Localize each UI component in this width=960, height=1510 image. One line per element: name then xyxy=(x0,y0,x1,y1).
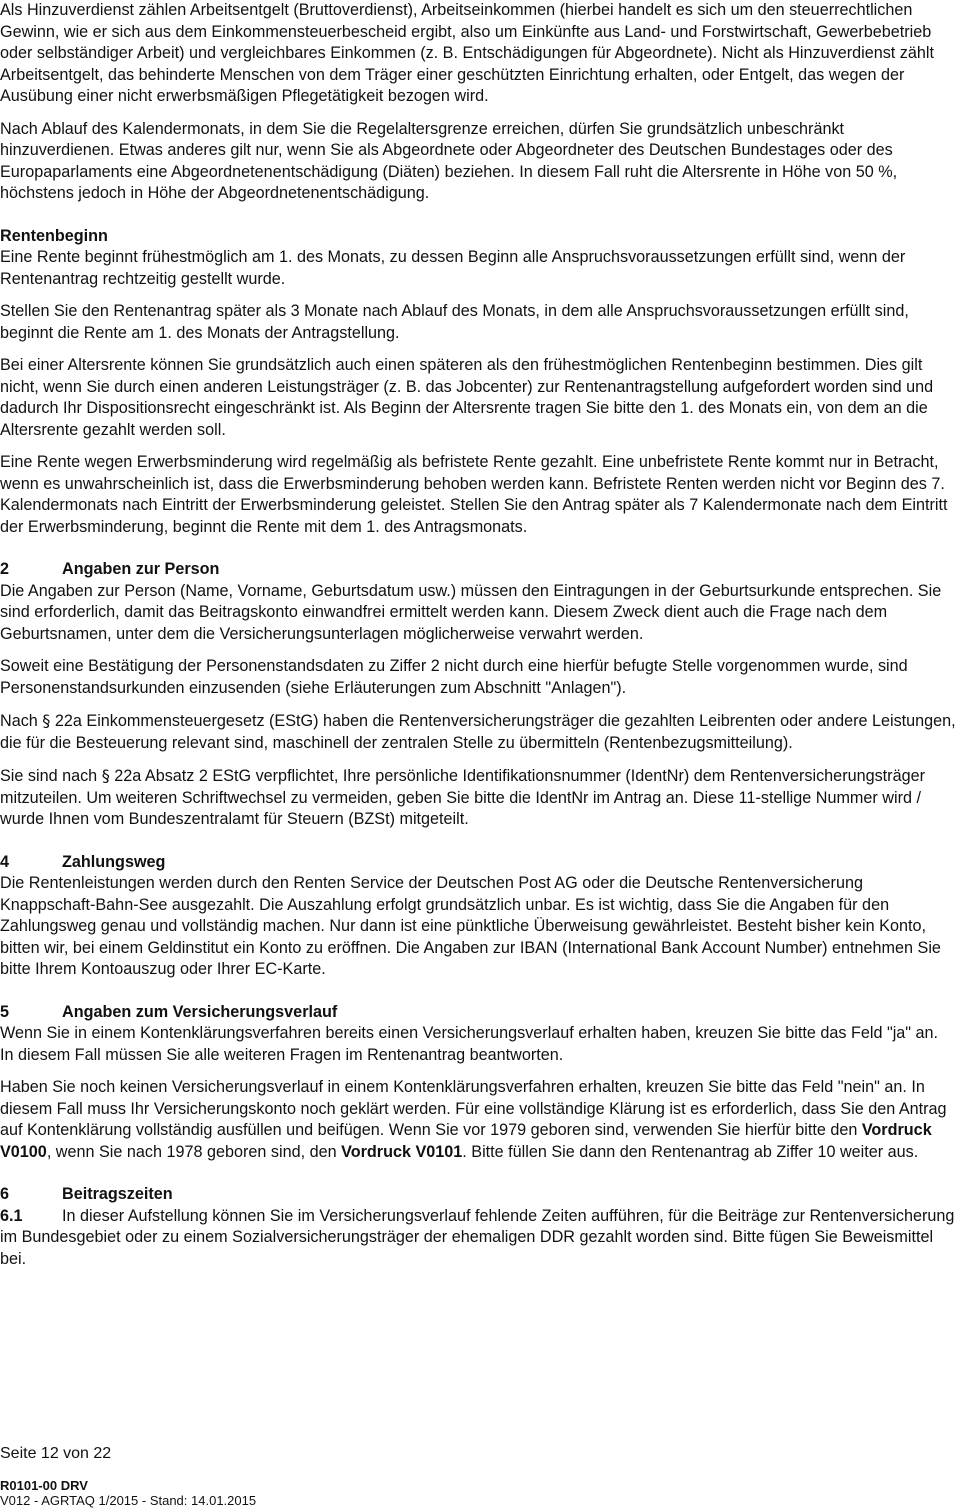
form-v0101-label: Vordruck V0101 xyxy=(341,1142,463,1161)
section-2-title: Angaben zur Person xyxy=(62,560,220,578)
section-5-p2-part-b: , wenn Sie nach 1978 geboren sind, den xyxy=(46,1142,337,1161)
section-6-number: 6 xyxy=(0,1185,10,1203)
intro-paragraph-1: Als Hinzuverdienst zählen Arbeitsentgelt (Bruttoverdienst), Arbeitseinkommen (hierbei handelt es sich um den steuerrechtlichen Gewinn, wie er sich aus dem Einkommensteuerbescheid ergibt, also um Einkünfte aus Land- und Forstwirtschaft, Gewerbebetrieb oder selbständiger Arbeit) und vergleichbares Einkommen (z. B. Entschädigungen für Abgeordnete). Nicht als Hinzuverdienst zählt Arbeitsentgelt, das behinderte Menschen von dem Träger einer geschützten Einrichtung erhalten, oder Entgelt, das wegen der Ausübung einer nicht erwerbsmäßigen Pflegetätigkeit bezogen wird. xyxy=(0,1,934,105)
paragraph-sign: § xyxy=(101,766,110,785)
rentenbeginn-paragraph-2: Stellen Sie den Rentenantrag später als 3 Monate nach Ablauf des Monats, in dem alle Anspruchsvoraussetzungen erfüllt sind, beginnt die Rente am 1. des Monats der Antragstellung. xyxy=(0,302,909,342)
form-v0100-label: Vordruck V0100 xyxy=(0,1121,932,1161)
rentenbeginn-heading: Rentenbeginn xyxy=(0,226,108,245)
section-4-heading xyxy=(0,852,956,874)
section-2-heading xyxy=(0,559,956,581)
rentenbeginn-paragraph-4: Eine Rente wegen Erwerbsminderung wird regelmäßig als befristete Rente gezahlt. Eine unbefristete Rente kommt nur in Betracht, wenn es unwahrscheinlich ist, dass die Erwerbsminderung behoben werden kann. Befristete Renten werden nicht vor Beginn des 7. Kalendermonats nach Eintritt der Erwerbsminderung geleistet. Stellen Sie den Antrag später als 7 Kalendermonate nach dem Eintritt der Erwerbsminderung, beginnt die Rente mit dem 1. des Antragsmonats. xyxy=(0,453,948,536)
section-4-number: 4 xyxy=(0,852,10,871)
section-6-1-paragraph xyxy=(0,1206,956,1271)
page-footer xyxy=(0,1444,400,1464)
section-5-paragraph-2 xyxy=(0,1077,956,1163)
version-line: V012 - AGRTAQ 1/2015 - Stand: 14.01.2015 xyxy=(0,1493,257,1508)
page-number: Seite 12 von 22 xyxy=(0,1445,112,1462)
paragraph-sign: § xyxy=(42,711,51,730)
rentenbeginn-paragraph-1: Eine Rente beginnt frühestmöglich am 1. des Monats, zu dessen Beginn alle Anspruchsvoraussetzungen erfüllt sind, wenn der Rentenantrag rechtzeitig gestellt wurde. xyxy=(0,248,906,288)
section-2-paragraph-3 xyxy=(0,710,956,754)
form-code-block xyxy=(0,1478,500,1508)
form-code: R0101-00 DRV xyxy=(0,1478,88,1493)
section-6-1-number: 6.1 xyxy=(0,1206,23,1225)
section-6-1-text: In dieser Aufstellung können Sie im Versicherungsverlauf fehlende Zeiten aufführen, für die Beiträge zur Rentenversicherung im Bundesgebiet oder zu einem Sozialversicherungsträger der ehemaligen DDR gezahlt worden sind. Bitte fügen Sie Beweismittel bei. xyxy=(0,1206,955,1268)
intro-paragraph-2: Nach Ablauf des Kalendermonats, in dem Sie die Regelaltersgrenze erreichen, dürfen Sie grundsätzlich unbeschränkt hinzuverdienen. Etwas anderes gilt nur, wenn Sie als Abgeordnete oder Abgeordneter des Deutschen Bundestages oder des Europaparlaments eine Abgeordnetenentschädigung (Diäten) beziehen. In diesem Fall ruht die Altersrente in Höhe von 50 %, höchstens jedoch in Höhe der Abgeordnetenentschädigung. xyxy=(0,119,898,202)
section-2-paragraph-2: Soweit eine Bestätigung der Personenstandsdaten zu Ziffer 2 nicht durch eine hierfür befugte Stelle vorgenommen wurde, sind Personenstandsurkunden einzusenden (siehe Erläuterungen zum Abschnitt "Anlagen"). xyxy=(0,657,908,697)
section-5-p2-part-a: Haben Sie noch keinen Versicherungsverlauf in einem Kontenklärungsverfahren erhalten, kreuzen Sie bitte das Feld "nein" an. In diesem Fall muss Ihr Versicherungskonto noch geklärt werden. Für eine vollständige Klärung ist es erforderlich, dass Sie den Antrag auf Kontenklärung vollständig ausfüllen und beifügen. Wenn Sie vor 1979 geboren sind, verwenden Sie hierfür bitte den xyxy=(0,1078,947,1139)
section-5-p2-part-c: . Bitte füllen Sie dann den Rentenantrag ab Ziffer 10 weiter aus. xyxy=(462,1142,919,1161)
section-6-heading xyxy=(0,1184,956,1206)
section-6-title: Beitragszeiten xyxy=(62,1185,173,1203)
section-5-heading xyxy=(0,1002,956,1024)
section-2-number: 2 xyxy=(0,560,10,578)
section-2-p4-start: Sie sind nach xyxy=(0,767,98,785)
section-5-number: 5 xyxy=(0,1002,10,1021)
section-4-title: Zahlungsweg xyxy=(62,852,166,871)
section-4-paragraph-1: Die Rentenleistungen werden durch den Renten Service der Deutschen Post AG oder die Deutsche Rentenversicherung Knappschaft-Bahn-See ausgezahlt. Die Auszahlung erfolgt grundsätzlich unbar. Es ist wichtig, dass Sie die Angaben für den Zahlungsweg genau und vollständig machen. Nur dann ist eine pünktliche Überweisung gewährleistet. Besteht bisher kein Konto, bitten wir, bei einem Geldinstitut ein Konto zu eröffnen. Die Angaben zur IBAN (International Bank Account Number) entnehmen Sie bitte Ihrem Kontoauszug oder Ihrer EC-Karte. xyxy=(0,874,941,978)
rentenbeginn-paragraph-3: Bei einer Altersrente können Sie grundsätzlich auch einen späteren als den frühestmöglichen Rentenbeginn bestimmen. Dies gilt nicht, wenn Sie durch einen anderen Leistungsträger (z. B. das Jobcenter) zur Rentenantragstellung aufgefordert worden sind und dadurch Ihr Dispositionsrecht eingeschränkt ist. Als Beginn der Altersrente tragen Sie bitte den 1. des Monats ein, von dem an die Altersrente gezahlt werden soll. xyxy=(0,356,934,439)
section-5-title: Angaben zum Versicherungsverlauf xyxy=(62,1002,338,1021)
section-2-p3-rest: 22a Einkommensteuergesetz (EStG) haben die Rentenversicherungsträger die gezahlten Leibrenten oder andere Leistungen, die für die Besteuerung relevant sind, maschinell der zentralen Stelle zu übermitteln (Rentenbezugsmitteilung). xyxy=(0,712,956,752)
section-2-p3-start: Nach xyxy=(0,712,38,730)
section-5-paragraph-1: Wenn Sie in einem Kontenklärungsverfahren bereits einen Versicherungsverlauf erhalten haben, kreuzen Sie bitte das Feld "ja" an. In diesem Fall müssen Sie alle weiteren Fragen im Rentenantrag beantworten. xyxy=(0,1024,939,1064)
section-2-paragraph-1: Die Angaben zur Person (Name, Vorname, Geburtsdatum usw.) müssen den Eintragungen in der Geburtsurkunde entsprechen. Sie sind erforderlich, damit das Beitragskonto einwandfrei ermittelt werden kann. Diesem Zweck dient auch die Frage nach dem Geburtsnamen, unter dem die Versicherungsunterlagen möglicherweise verwahrt werden. xyxy=(0,581,942,643)
section-2-p4-rest: 22a Absatz 2 EStG verpflichtet, Ihre persönliche Identifikationsnummer (IdentNr) dem Rentenversicherungsträger mitzuteilen. Um weiteren Schriftwechsel zu vermeiden, geben Sie bitte die IdentNr im Antrag an. Diese 11-stellige Nummer wird / wurde Ihnen vom Bundeszentralamt für Steuern (BZSt) mitgeteilt. xyxy=(0,767,925,828)
section-2-paragraph-4 xyxy=(0,765,956,831)
